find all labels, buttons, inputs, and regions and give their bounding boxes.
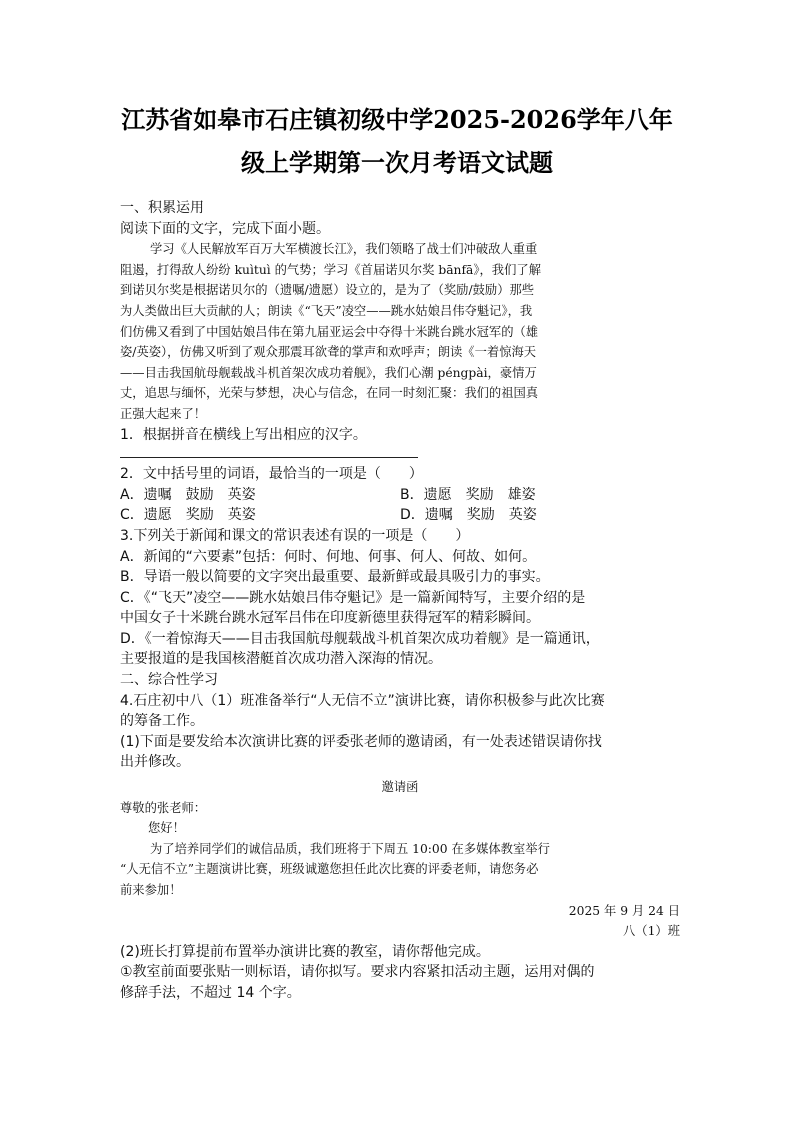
passage-line: 阻遏，打得敌人纷纷 kuìtuì 的气势；学习《首届诺贝尔奖 bānfā》，我们了解 (120, 262, 541, 277)
option-c-continued: 中国女子十米跳台跳水冠军吕伟在印度新德里获得冠军的精彩瞬间。 (120, 610, 540, 627)
reading-instruction: 阅读下面的文字，完成下面小题。 (120, 220, 330, 237)
sub-question-2: (2)班长打算提前布置举办演讲比赛的教室，请你帮他完成。 (120, 943, 490, 960)
question-3: 3.下列关于新闻和课文的常识表述有误的一项是（ ） (120, 527, 470, 544)
sub-question-2-1-continued: 修辞手法，不超过 14 个字。 (120, 984, 301, 1001)
question-4-continued: 的筹备工作。 (120, 713, 204, 730)
letter-body-line: 为了培养同学们的诚信品质，我们班将于下周五 10:00 在多媒体教室举行 (150, 841, 550, 856)
passage-line: 丈，追思与缅怀，光荣与梦想，决心与信念，在同一时刻汇聚：我们的祖国真 (120, 386, 539, 401)
sub-question-2-1: ①教室前面要张贴一则标语，请你拟写。要求内容紧扣活动主题，运用对偶的 (120, 964, 595, 981)
option-a: A．遗嘱 鼓励 英姿 (120, 486, 256, 503)
question-4: 4.石庄初中八（1）班准备举行“人无信不立”演讲比赛，请你积极参与此次比赛 (120, 692, 605, 709)
letter-date: 2025 年 9 月 24 日 (568, 903, 680, 918)
option-c: C．遗愿 奖励 英姿 (120, 507, 256, 524)
exam-title-line-2: 级上学期第一次月考语文试题 (241, 148, 553, 177)
question-2-options-row-2 (120, 505, 680, 526)
option-d-continued: 主要报道的是我国核潜艇首次成功潜入深海的情况。 (120, 651, 442, 668)
option-b: B．遗愿 奖励 雄姿 (400, 486, 536, 503)
passage-line: 到诺贝尔奖是根据诺贝尔的（遗嘱/遗愿）设立的，是为了（奖励/鼓励）那些 (120, 283, 535, 298)
passage-line: 们仿佛又看到了中国姑娘吕伟在第九届亚运会中夺得十米跳台跳水冠军的（雄 (120, 324, 539, 339)
option-d: D．遗嘱 奖励 英姿 (400, 507, 537, 524)
letter-body-line: “人无信不立”主题演讲比赛，班级诚邀您担任此次比赛的评委老师，请您务必 (120, 862, 539, 877)
sub-question-1-continued: 出并修改。 (120, 754, 190, 771)
letter-greeting: 您好！ (148, 821, 185, 836)
passage-line: 为人类做出巨大贡献的人；朗读《“飞天”凌空——跳水姑娘吕伟夺魁记》，我 (120, 303, 533, 318)
option-c: C．《“飞天”凌空——跳水姑娘吕伟夺魁记》是一篇新闻特写，主要介绍的是 (120, 589, 586, 606)
passage-line: 学习《人民解放军百万大军横渡长江》，我们领略了战士们冲破敌人重重 (150, 242, 538, 257)
letter-body-line: 前来参加！ (120, 883, 182, 897)
option-d: D．《一着惊海天——目击我国航母舰载战斗机首架次成功着舰》是一篇通讯， (120, 630, 600, 647)
section-heading-1: 一、积累运用 (120, 200, 204, 216)
letter-signature: 八（1）班 (622, 924, 680, 939)
letter-salutation: 尊敬的张老师： (120, 800, 207, 815)
letter-heading: 邀请函 (381, 780, 419, 795)
option-b: B．导语一般以简要的文字突出最重要、最新鲜或最具吸引力的事实。 (120, 569, 550, 586)
exam-body (120, 198, 680, 1004)
exam-title-line-1: 江苏省如皋市石庄镇初级中学2025-2026学年八年 (121, 105, 673, 134)
option-a: A．新闻的“六要素”包括：何时、何地、何事、何人、何故、如何。 (120, 548, 537, 565)
passage-line: 姿/英姿），仿佛又听到了观众那震耳欲聋的掌声和欢呼声；朗读《一着惊海天 (120, 345, 537, 360)
passage-line: ——目击我国航母舰载战斗机首架次成功着舰》，我们心潮 péngpài，豪情万 (120, 365, 537, 380)
answer-blank-line[interactable] (120, 445, 680, 464)
section-heading-2: 二、综合性学习 (120, 672, 218, 689)
passage-line: 正强大起来了！ (120, 406, 207, 421)
sub-question-1: (1)下面是要发给本次演讲比赛的评委张老师的邀请函，有一处表述错误请你找 (120, 733, 602, 750)
question-2: 2．文中括号里的词语，最恰当的一项是（ ） (120, 466, 423, 483)
question-2-options-row-1 (120, 485, 680, 506)
question-1: 1．根据拼音在横线上写出相应的汉字。 (120, 426, 367, 443)
